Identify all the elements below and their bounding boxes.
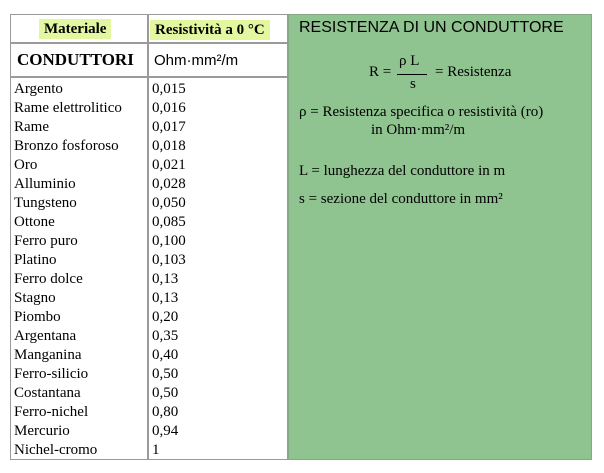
- material-name: Ferro dolce: [14, 271, 83, 287]
- material-name: Ferro puro: [14, 233, 78, 249]
- conduttori-cell: [10, 43, 148, 77]
- conduttori-label: CONDUTTORI: [17, 50, 134, 69]
- material-name: Bronzo fosforoso: [14, 138, 119, 154]
- resistivity-value: 0,40: [152, 347, 179, 363]
- material-name: Nichel-cromo: [14, 442, 98, 458]
- length-definition: L = lunghezza del conduttore in m: [299, 163, 506, 179]
- rho-definition: ρ = Resistenza specifica o resistività (ro): [299, 104, 544, 120]
- header-materiale: Materiale: [39, 19, 111, 39]
- resistivity-value: 0,100: [152, 233, 186, 249]
- material-name: Argento: [14, 81, 63, 97]
- resistivity-value: 0,015: [152, 81, 186, 97]
- material-name: Ferro-nichel: [14, 404, 89, 420]
- resistivity-value: 0,20: [152, 309, 179, 325]
- resistance-formula: [369, 53, 589, 97]
- resistivity-table: [10, 14, 592, 460]
- material-name: Rame: [14, 119, 49, 135]
- formula-denominator: s: [410, 76, 416, 92]
- resistivity-value: 0,016: [152, 100, 186, 116]
- header-resistivita: Resistività a 0 °C: [150, 20, 270, 40]
- resistivity-value: 1: [152, 442, 160, 458]
- material-names-column: [10, 77, 148, 460]
- resistivity-value: 0,35: [152, 328, 179, 344]
- material-name: Argentana: [14, 328, 77, 344]
- formula-numerator: ρ L: [399, 53, 420, 69]
- resistivity-value: 0,50: [152, 385, 179, 401]
- resistivity-value: 0,050: [152, 195, 186, 211]
- header-materiale-cell: [10, 14, 148, 43]
- unit-cell: [148, 43, 288, 77]
- resistivity-value: 0,085: [152, 214, 186, 230]
- material-name: Alluminio: [14, 176, 76, 192]
- material-name: Rame elettrolitico: [14, 100, 122, 116]
- resistivity-value: 0,017: [152, 119, 186, 135]
- material-name: Ottone: [14, 214, 55, 230]
- resistivity-value: 0,94: [152, 423, 179, 439]
- resistivity-value: 0,13: [152, 290, 179, 306]
- material-name: Stagno: [14, 290, 56, 306]
- rho-unit: in Ohm·mm²/m: [371, 122, 466, 138]
- resistivity-value: 0,103: [152, 252, 186, 268]
- material-name: Ferro-silicio: [14, 366, 89, 382]
- unit-label: Ohm·mm²/m: [154, 52, 239, 69]
- resistivity-value: 0,80: [152, 404, 179, 420]
- material-name: Oro: [14, 157, 38, 173]
- formula-lhs: R =: [369, 64, 392, 80]
- material-name: Piombo: [14, 309, 61, 325]
- fraction-bar: [397, 74, 427, 75]
- formula-rhs: = Resistenza: [435, 64, 512, 80]
- header-resistivita-cell: [148, 14, 288, 43]
- material-name: Tungsteno: [14, 195, 77, 211]
- section-definition: s = sezione del conduttore in mm²: [299, 191, 503, 207]
- material-name: Costantana: [14, 385, 81, 401]
- formula-panel: [288, 14, 592, 460]
- resistivity-values-column: [148, 77, 288, 460]
- material-name: Mercurio: [14, 423, 70, 439]
- resistivity-value: 0,50: [152, 366, 179, 382]
- panel-title: RESISTENZA DI UN CONDUTTORE: [299, 19, 564, 36]
- material-name: Manganina: [14, 347, 82, 363]
- material-name: Platino: [14, 252, 57, 268]
- resistivity-value: 0,018: [152, 138, 186, 154]
- resistivity-value: 0,13: [152, 271, 179, 287]
- resistivity-value: 0,021: [152, 157, 186, 173]
- resistivity-value: 0,028: [152, 176, 186, 192]
